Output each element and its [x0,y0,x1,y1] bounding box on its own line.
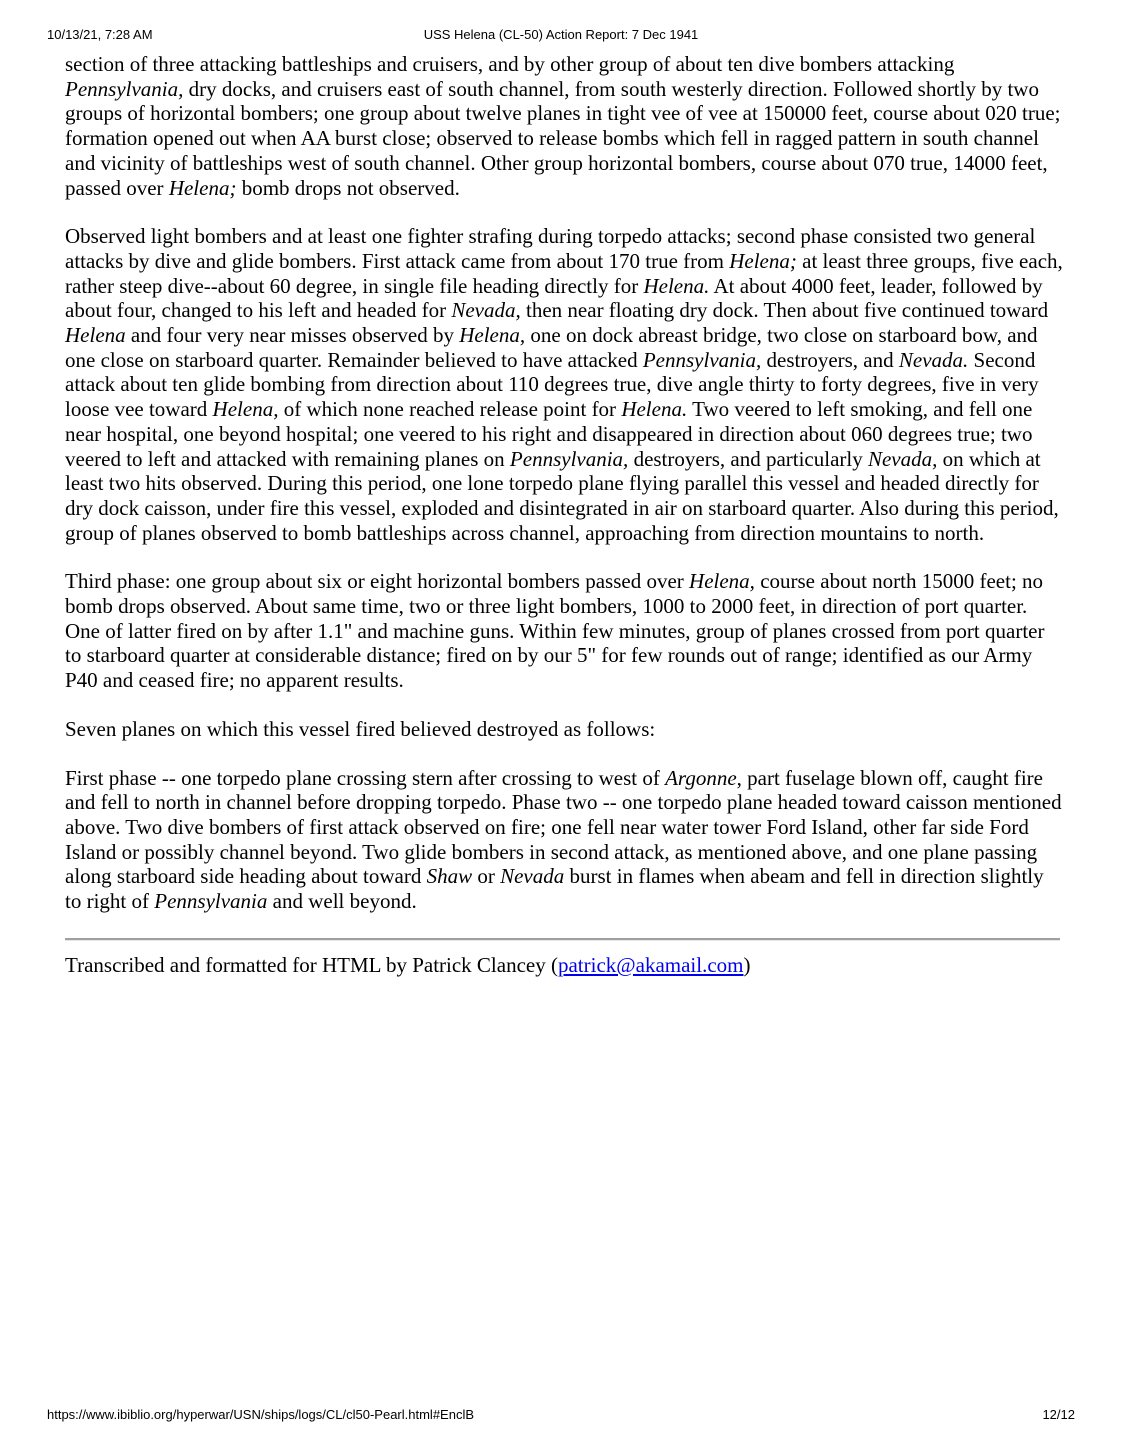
print-page-title: USS Helena (CL-50) Action Report: 7 Dec 1941 [423,27,699,42]
ship-name: Pennsylvania, [509,446,629,471]
email-link[interactable]: patrick@akamail.com [557,952,744,977]
print-datetime: 10/13/21, 7:28 AM [47,27,153,42]
print-header [0,27,1122,45]
text-run: at least three groups, five each, rather steep dive--about 60 degree, in single file heading directly for [65,248,1063,298]
credit-prefix: Transcribed and formatted for HTML by Patrick Clancey ( [65,952,558,977]
text-run: Two veered to left smoking, and fell one near hospital, one beyond hospital; one veered to his right and disappeared in direction about 060 degrees true; two veered to left and attacked with remaining planes on [65,397,1033,471]
text-run: and four very near misses observed by [125,323,460,348]
ship-name: Shaw [426,864,473,889]
ship-name: Pennsylvania, [642,347,762,372]
text-run: course about north 15000 feet; no bomb drops observed. About same time, two or three light bombers, 1000 to 2000 feet, in direction of port quarter. One of latter fired on by after 1.1" and machine guns. Within few minutes, group of planes crossed from port quarter to starboard quarter at considerable distance; fired on by our 5" for few rounds out of range; identified as our Army P40 and ceased fire; no apparent results. [65,569,1045,693]
text-run: First phase -- one torpedo plane crossing stern after crossing to west of [65,765,666,790]
ship-name: Helena; [729,248,797,273]
ship-name: Nevada [500,864,565,889]
ship-name: Nevada, [451,298,521,323]
ship-name: Helena. [621,397,688,422]
text-run: bomb drops not observed. [236,175,460,200]
text-run: destroyers, and particularly [628,446,868,471]
transcription-credit [65,953,1065,978]
text-run: or [472,864,501,889]
ship-name: Nevada. [898,347,969,372]
ship-name: Helena, [212,397,279,422]
report-paragraph [65,52,1065,200]
ship-name: Pennsylvania, [65,76,184,101]
credit-suffix: ) [743,952,751,977]
ship-name: Helena [65,323,126,348]
text-run: then near floating dry dock. Then about five continued toward [520,298,1049,323]
report-paragraphs [65,52,1065,914]
text-run: on which at least two hits observed. During this period, one lone torpedo plane flying parallel this vessel and headed directly for dry dock caisson, under fire this vessel, exploded and disintegrated in air on starboard quarter. Also during this period, group of planes observed to bomb battleships across channel, approaching from direction mountains to north. [65,446,1059,545]
print-url: https://www.ibiblio.org/hyperwar/USN/ships/logs/CL/cl50-Pearl.html#EnclB [47,1407,475,1422]
text-run: of which none reached release point for [278,397,622,422]
report-paragraph [65,224,1065,545]
text-run: section of three attacking battleships and cruisers, and by other group of about ten dive bombers attacking [65,52,955,76]
text-run: and well beyond. [267,889,417,914]
ship-name: Helena, [459,323,526,348]
text-run: Third phase: one group about six or eight horizontal bombers passed over [65,569,690,594]
text-run: destroyers, and [761,347,899,372]
ship-name: Argonne [665,765,737,790]
text-run: Seven planes on which this vessel fired believed destroyed as follows: [65,716,656,741]
report-paragraph [65,717,1065,742]
ship-name: Helena, [689,569,755,594]
report-paragraph [65,766,1065,914]
ship-name: Pennsylvania [154,889,268,914]
ship-name: Nevada, [867,446,938,471]
text-run: At about 4000 feet, leader, followed by about four, changed to his left and headed for [65,273,1043,323]
horizontal-rule [65,938,1060,941]
ship-name: Helena; [168,175,237,200]
text-run: , part fuselage blown off, caught fire and fell to north in channel before dropping torpedo. Phase two -- one torpedo plane headed toward caisson mentioned above. Two dive bombers of first attack observed on fire; one fell near water tower Ford Island, other far side Ford Island or possibly channel beyond. Two glide bombers in second attack, as mentioned above, and one plane passing along starboard side heading about toward [65,765,1062,889]
text-run: Second attack about ten glide bombing from direction about 110 degrees true, dive angle thirty to forty degrees, five in very loose vee toward [65,347,1039,422]
text-run: dry docks, and cruisers east of south channel, from south westerly direction. Followed shortly by two groups of horizontal bombers; one group about twelve planes in tight vee of vee at 150000 feet, course about 020 true; formation opened out when AA burst close; observed to release bombs which fell in ragged pattern in south channel and vicinity of battleships west of south channel. Other group horizontal bombers, course about 070 true, 14000 feet, passed over [65,76,1061,200]
text-run: Observed light bombers and at least one fighter strafing during torpedo attacks; second phase consisted two general attacks by dive and glide bombers. First attack came from about 170 true from [65,224,1036,273]
ship-name: Helena. [643,273,710,298]
page-number: 12/12 [1042,1407,1075,1422]
document-body [65,52,1065,1002]
text-run: one on dock abreast bridge, two close on starboard bow, and one close on starboard quarter. Remainder believed to have attacked [65,323,1038,372]
report-paragraph [65,569,1065,693]
print-footer [0,1407,1122,1425]
text-run: burst in flames when abeam and fell in direction slightly to right of [65,864,1044,914]
